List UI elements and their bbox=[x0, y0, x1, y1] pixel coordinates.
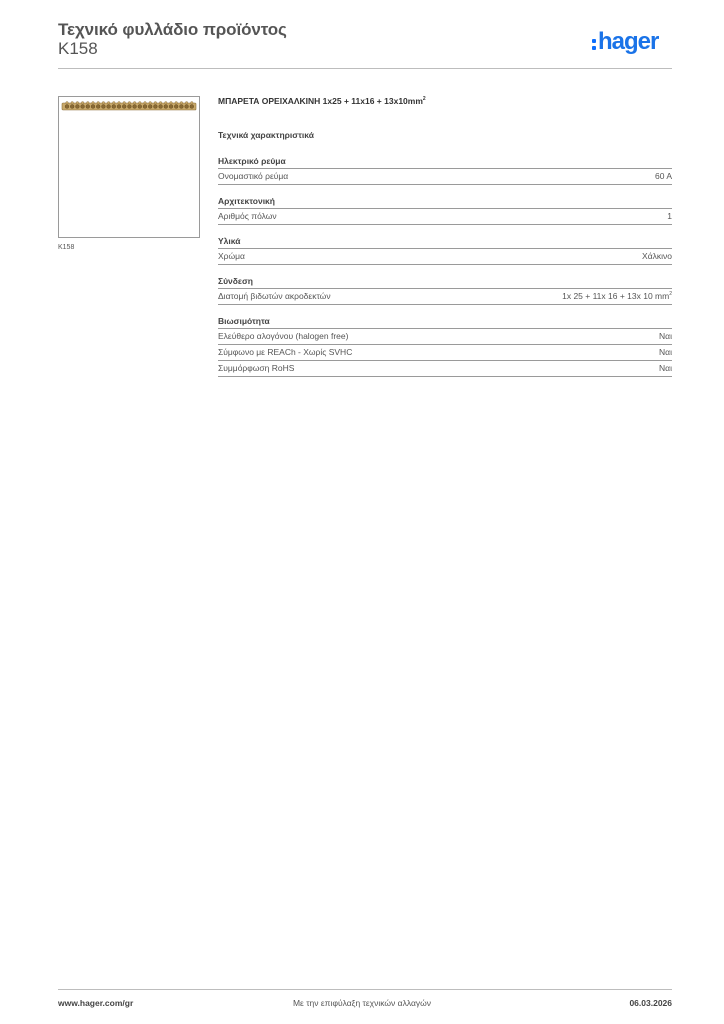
spec-group-title: Αρχιτεκτονική bbox=[218, 196, 275, 206]
spec-value bbox=[659, 329, 672, 344]
spec-label: Αριθμός πόλων bbox=[218, 211, 277, 221]
spec-row bbox=[218, 208, 672, 225]
spec-label: Ονομαστικό ρεύμα bbox=[218, 171, 289, 181]
spec-label: Χρώμα bbox=[218, 251, 245, 261]
spec-group-rows bbox=[218, 288, 672, 305]
spec-value-text: 1x 25 + 11x 16 + 13x 10 mm bbox=[562, 291, 670, 301]
spec-value bbox=[562, 287, 672, 304]
spec-value bbox=[667, 209, 672, 224]
spec-value-sup: 2 bbox=[669, 291, 672, 298]
spec-group-rows bbox=[218, 208, 672, 225]
spec-group-rows bbox=[218, 168, 672, 185]
spec-group-title: Βιωσιμότητα bbox=[218, 316, 270, 326]
spec-row bbox=[218, 288, 672, 305]
spec-group-rows bbox=[218, 328, 672, 377]
spec-group-title: Ηλεκτρικό ρεύμα bbox=[218, 156, 286, 166]
spec-label: Ελεύθερο αλογόνου (halogen free) bbox=[218, 331, 349, 341]
spec-groups bbox=[218, 156, 672, 377]
product-image-frame bbox=[58, 96, 200, 238]
footer-divider bbox=[58, 989, 672, 990]
product-name-text: ΜΠΑΡΕΤΑ ΟΡΕΙΧΑΛΚΙΝΗ 1x25 + 11x16 + 13x10mm bbox=[218, 96, 423, 106]
spec-label: Συμμόρφωση RoHS bbox=[218, 363, 295, 373]
footer-date: 06.03.2026 bbox=[629, 998, 672, 1008]
logo-text: hager bbox=[598, 28, 659, 55]
spec-row bbox=[218, 360, 672, 377]
section-title: Τεχνικά χαρακτηριστικά bbox=[218, 130, 314, 140]
spec-value-text: Ναι bbox=[659, 347, 672, 357]
spec-group-title: Σύνδεση bbox=[218, 276, 253, 286]
image-caption: K158 bbox=[58, 244, 75, 251]
product-name bbox=[218, 96, 672, 110]
spec-row bbox=[218, 328, 672, 344]
spec-row bbox=[218, 248, 672, 265]
product-code: K158 bbox=[58, 39, 98, 58]
spec-value bbox=[659, 361, 672, 376]
spec-sheet bbox=[218, 96, 672, 377]
spec-label: Σύμφωνο με REACh - Χωρίς SVHC bbox=[218, 347, 353, 357]
footer-disclaimer: Με την επιφύλαξη τεχνικών αλλαγών bbox=[292, 998, 432, 1008]
doc-title: Τεχνικό φυλλάδιο προϊόντος bbox=[58, 20, 287, 39]
spec-group-title: Υλικά bbox=[218, 236, 241, 246]
spec-value bbox=[655, 169, 672, 184]
header-divider bbox=[58, 68, 672, 69]
spec-value bbox=[642, 249, 672, 264]
spec-label: Διατομή βιδωτών ακροδεκτών bbox=[218, 291, 331, 301]
spec-row bbox=[218, 168, 672, 185]
hager-logo bbox=[592, 30, 658, 54]
product-name-sup: 2 bbox=[422, 96, 426, 103]
logo-dots-icon bbox=[592, 39, 596, 50]
spec-value-text: 60 A bbox=[654, 171, 672, 181]
spec-row bbox=[218, 344, 672, 360]
spec-value-text: Χάλκινο bbox=[642, 251, 672, 261]
spec-value-text: Ναι bbox=[659, 363, 672, 373]
spec-value-text: Ναι bbox=[659, 331, 672, 341]
busbar-image bbox=[61, 100, 197, 114]
spec-group-rows bbox=[218, 248, 672, 265]
spec-value-text: 1 bbox=[667, 211, 672, 221]
footer-website[interactable]: www.hager.com/gr bbox=[58, 998, 134, 1008]
spec-value bbox=[659, 345, 672, 360]
